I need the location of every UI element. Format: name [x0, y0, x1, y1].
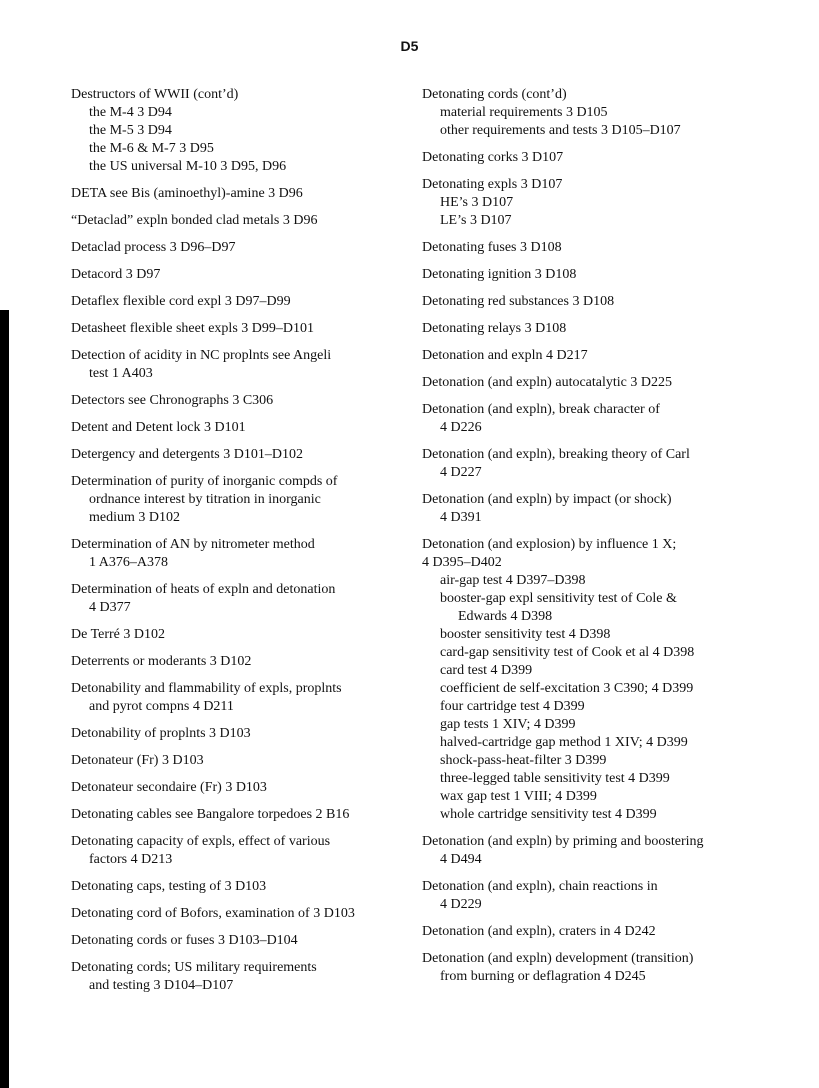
index-entry-subline: HE’s 3 D107 — [440, 195, 514, 210]
index-entry — [71, 536, 411, 572]
index-entry — [71, 320, 411, 338]
index-entry — [71, 446, 411, 464]
index-entry-subline: the M-6 & M-7 3 D95 — [89, 141, 214, 156]
index-entry-subline: 4 D494 — [440, 852, 482, 867]
index-entry — [71, 680, 411, 716]
index-entry — [422, 950, 762, 986]
index-entry-subline: shock-pass-heat-filter 3 D399 — [440, 753, 607, 768]
index-entry-subline: material requirements 3 D105 — [440, 105, 608, 120]
index-entry-heading: Detonating cords or fuses 3 D103–D104 — [71, 933, 298, 948]
index-entry — [422, 536, 762, 824]
index-entry — [71, 626, 411, 644]
page-header: D5 — [400, 38, 419, 54]
index-entry-heading: Detonating caps, testing of 3 D103 — [71, 879, 267, 894]
index-entry — [71, 752, 411, 770]
index-entry — [422, 149, 762, 167]
index-entry-heading: Detonating ignition 3 D108 — [422, 267, 577, 282]
index-entry-heading: Detonation (and expln) by priming and boostering — [422, 834, 704, 849]
index-entry-subline: test 1 A403 — [89, 366, 153, 381]
index-entry — [71, 347, 411, 383]
index-entry — [422, 491, 762, 527]
index-entry-heading: Detonating corks 3 D107 — [422, 150, 564, 165]
index-entry-heading: Detergency and detergents 3 D101–D102 — [71, 447, 303, 462]
index-entry — [422, 176, 762, 230]
index-entry-subline: medium 3 D102 — [89, 510, 180, 525]
index-entry-subline: the M-5 3 D94 — [89, 123, 172, 138]
index-entry-subline: booster sensitivity test 4 D398 — [440, 627, 611, 642]
index-entry-heading: Detection of acidity in NC proplnts see Angeli — [71, 348, 332, 363]
index-entry-subline: four cartridge test 4 D399 — [440, 699, 585, 714]
index-entry-heading: Deterrents or moderants 3 D102 — [71, 654, 252, 669]
index-entry-subline: three-legged table sensitivity test 4 D399 — [440, 771, 670, 786]
index-entry-heading: Detonation (and expln) development (transition) — [422, 951, 694, 966]
index-entry-heading: Detonating relays 3 D108 — [422, 321, 567, 336]
index-entry — [71, 239, 411, 257]
index-entry-heading: Detonating capacity of expls, effect of various — [71, 834, 331, 849]
index-entry-heading: Detonation (and expln), chain reactions in — [422, 879, 658, 894]
index-entry-heading: Detasheet flexible sheet expls 3 D99–D101 — [71, 321, 314, 336]
index-entry-subline: 4 D229 — [440, 897, 482, 912]
index-entry-heading: Detonation (and expln) autocatalytic 3 D225 — [422, 375, 672, 390]
index-entry — [71, 293, 411, 311]
index-entry-heading: Detonability of proplnts 3 D103 — [71, 726, 251, 741]
index-entry — [422, 833, 762, 869]
index-entry-heading: Detonation (and expln), breaking theory of Carl — [422, 447, 690, 462]
index-entry-subline: 1 A376–A378 — [89, 555, 168, 570]
index-entry — [422, 239, 762, 257]
index-entry-subline: and pyrot compns 4 D211 — [89, 699, 234, 714]
index-entry-heading: “Detaclad” expln bonded clad metals 3 D96 — [71, 213, 318, 228]
index-entry-subline: 4 D377 — [89, 600, 131, 615]
index-entry-subline: 4 D391 — [440, 510, 482, 525]
index-entry-heading: Destructors of WWII (cont’d) — [71, 87, 239, 102]
index-entry-subline: halved-cartridge gap method 1 XIV; 4 D399 — [440, 735, 688, 750]
index-entry-heading: Detonability and flammability of expls, proplnts — [71, 681, 342, 696]
index-entry — [422, 266, 762, 284]
index-entry — [71, 185, 411, 203]
index-entry-subline: ordnance interest by titration in inorganic — [89, 492, 321, 507]
index-entry — [71, 959, 411, 995]
index-entry — [71, 905, 411, 923]
index-entry — [71, 932, 411, 950]
index-entry-heading: Determination of purity of inorganic compds of — [71, 474, 338, 489]
index-entry — [71, 806, 411, 824]
index-entry-heading: Detonation and expln 4 D217 — [422, 348, 588, 363]
index-entry-subline: factors 4 D213 — [89, 852, 173, 867]
index-entry-heading: Detonating red substances 3 D108 — [422, 294, 615, 309]
index-entry — [71, 653, 411, 671]
index-entry-subline: whole cartridge sensitivity test 4 D399 — [440, 807, 657, 822]
index-entry-subline: the US universal M-10 3 D95, D96 — [89, 159, 287, 174]
index-entry-subline: gap tests 1 XIV; 4 D399 — [440, 717, 576, 732]
index-entry — [422, 878, 762, 914]
index-entry-heading: Detonation (and explosion) by influence 1 X; — [422, 537, 677, 552]
index-entry-subline: 4 D227 — [440, 465, 482, 480]
index-entry-heading: Detonating cord of Bofors, examination of 3 D103 — [71, 906, 355, 921]
index-entry-heading: Determination of AN by nitrometer method — [71, 537, 315, 552]
index-entry-subline: 4 D395–D402 — [422, 555, 502, 570]
index-entry-subline: wax gap test 1 VIII; 4 D399 — [440, 789, 597, 804]
index-entry — [422, 446, 762, 482]
index-column-right — [422, 86, 762, 995]
index-entry-heading: Detonateur (Fr) 3 D103 — [71, 753, 204, 768]
index-entry — [71, 725, 411, 743]
index-entry-subline: 4 D226 — [440, 420, 482, 435]
index-entry — [422, 320, 762, 338]
index-entry-heading: Detaflex flexible cord expl 3 D97–D99 — [71, 294, 291, 309]
index-entry — [71, 212, 411, 230]
index-entry — [422, 347, 762, 365]
index-entry-subline: card-gap sensitivity test of Cook et al 4 D398 — [440, 645, 695, 660]
index-entry-subline: other requirements and tests 3 D105–D107 — [440, 123, 681, 138]
index-entry-heading: DETA see Bis (aminoethyl)-amine 3 D96 — [71, 186, 303, 201]
index-column-left — [71, 86, 411, 1004]
index-entry-subline: Edwards 4 D398 — [458, 609, 553, 624]
index-entry-subline: and testing 3 D104–D107 — [89, 978, 234, 993]
index-entry — [422, 293, 762, 311]
index-entry — [71, 419, 411, 437]
index-entry-heading: Detonating fuses 3 D108 — [422, 240, 562, 255]
index-entry-heading: Detaclad process 3 D96–D97 — [71, 240, 236, 255]
index-entry — [422, 923, 762, 941]
index-entry — [71, 392, 411, 410]
index-entry-subline: booster-gap expl sensitivity test of Cole & — [440, 591, 677, 606]
scan-edge-bar — [0, 310, 9, 1088]
index-entry — [71, 266, 411, 284]
index-entry-heading: Detonation (and expln), craters in 4 D242 — [422, 924, 656, 939]
index-entry — [71, 833, 411, 869]
index-entry-heading: Detonating expls 3 D107 — [422, 177, 563, 192]
index-entry-heading: Detectors see Chronographs 3 C306 — [71, 393, 274, 408]
index-entry — [71, 878, 411, 896]
index-entry-heading: Detonation (and expln) by impact (or shock) — [422, 492, 672, 507]
index-entry-heading: Detent and Detent lock 3 D101 — [71, 420, 246, 435]
index-entry-heading: Detonating cables see Bangalore torpedoes 2 B16 — [71, 807, 350, 822]
index-entry-subline: coefficient de self-excitation 3 C390; 4 D399 — [440, 681, 694, 696]
index-entry — [71, 473, 411, 527]
index-entry-heading: Detonateur secondaire (Fr) 3 D103 — [71, 780, 267, 795]
index-entry-heading: Detacord 3 D97 — [71, 267, 161, 282]
index-entry — [422, 401, 762, 437]
index-entry-heading: Detonation (and expln), break character of — [422, 402, 660, 417]
index-entry-heading: De Terré 3 D102 — [71, 627, 166, 642]
index-entry-subline: air-gap test 4 D397–D398 — [440, 573, 586, 588]
index-entry-subline: the M-4 3 D94 — [89, 105, 172, 120]
index-entry-subline: from burning or deflagration 4 D245 — [440, 969, 646, 984]
index-entry-heading: Detonating cords (cont’d) — [422, 87, 567, 102]
index-entry — [71, 779, 411, 797]
index-entry — [422, 374, 762, 392]
index-entry — [71, 86, 411, 176]
index-entry — [422, 86, 762, 140]
index-entry-subline: LE’s 3 D107 — [440, 213, 512, 228]
index-entry — [71, 581, 411, 617]
index-entry-subline: card test 4 D399 — [440, 663, 533, 678]
index-entry-heading: Detonating cords; US military requirements — [71, 960, 317, 975]
index-entry-heading: Determination of heats of expln and detonation — [71, 582, 336, 597]
